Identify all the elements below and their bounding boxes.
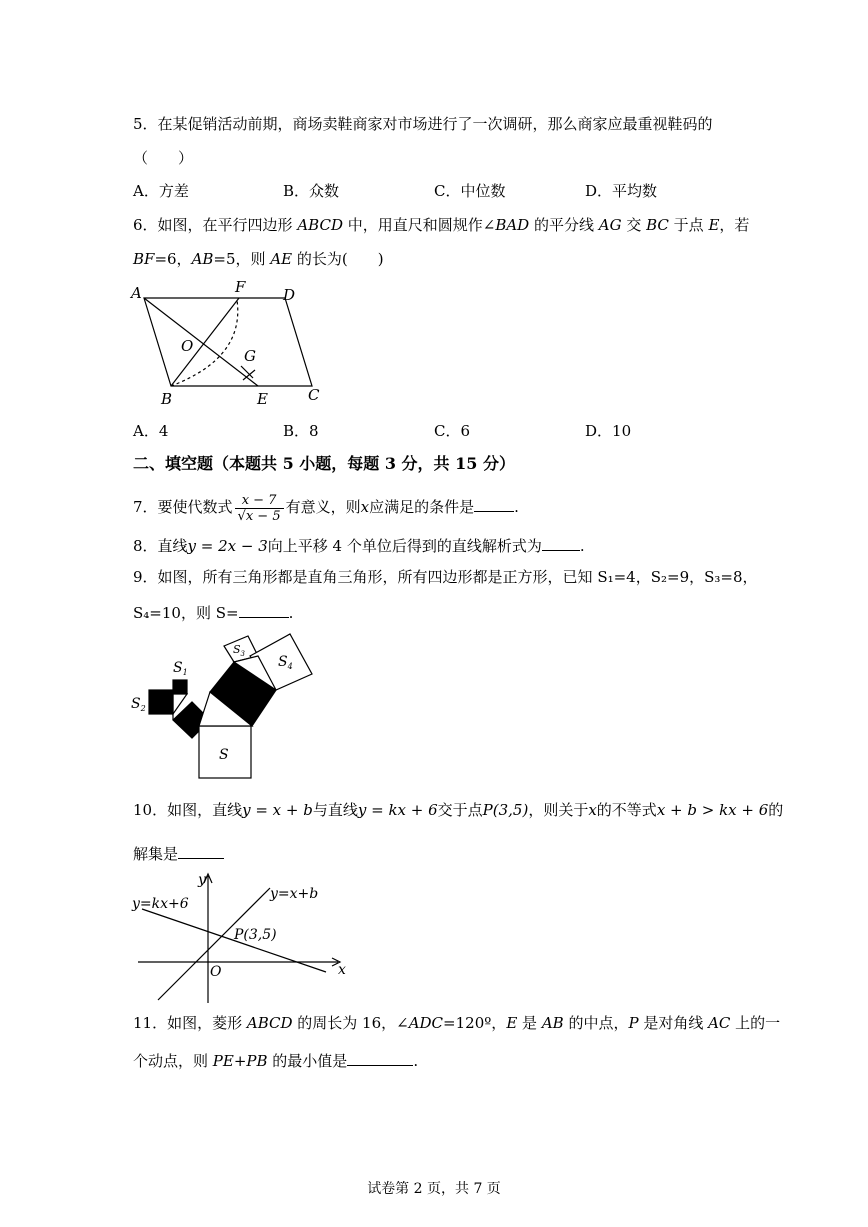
q7-line: 7．要使代数式 $\frac{x - 7}{√x - 5}$ 有意义，则x应满足的条件是 . — [133, 492, 519, 524]
label-b: B — [161, 390, 173, 408]
q7-blank[interactable] — [474, 495, 514, 512]
q5-paren: （ ） — [133, 149, 194, 167]
page-footer: 试卷第 2 页，共 7 页 — [367, 1181, 501, 1197]
q9-line1: 9．如图，所有三角形都是直角三角形，所有四边形都是正方形，已知 S₁=4，S₂=9，S₃=8， — [133, 568, 758, 586]
label-d: D — [283, 286, 296, 304]
q11-line2: 个动点，则 PE+PB 的最小值是 . — [133, 1049, 418, 1071]
point-p-label: P(3,5) — [234, 927, 277, 943]
label-e: E — [257, 390, 268, 408]
label-f: F — [235, 278, 246, 296]
label-c: C — [308, 386, 320, 404]
q6-line2: BF=6，AB=5，则 AE 的长为( ) — [133, 250, 384, 268]
q8-blank[interactable] — [542, 534, 580, 551]
q6-line1: 6．如图，在平行四边形 ABCD 中，用直尺和圆规作∠BAD 的平分线 AG 交 BC 于点 E，若 — [133, 216, 750, 234]
q11-blank[interactable] — [347, 1049, 413, 1066]
axis-label-x: x — [338, 962, 346, 978]
line1-label: y=kx+6 — [132, 896, 189, 912]
q10-line2: 解集是 — [133, 842, 224, 864]
q6-option-d: D．10 — [585, 422, 632, 440]
q9-line2: S₄=10，则 S= . — [133, 601, 293, 623]
label-s4: $S_4$ — [278, 654, 293, 671]
q11-line1: 11．如图，菱形 ABCD 的周长为 16，∠ADC=120º，E 是 AB 的中点，P 是对角线 AC 上的一 — [133, 1014, 781, 1032]
label-s1: $S_1$ — [173, 660, 188, 677]
origin-label: O — [210, 964, 222, 980]
q5-option-b: B．众数 — [283, 182, 340, 200]
q10-graph-figure — [128, 868, 353, 1008]
q6-option-a: A．4 — [133, 422, 169, 440]
q9-blank[interactable] — [239, 601, 289, 618]
q5-option-a: A．方差 — [133, 182, 189, 200]
label-o: O — [181, 337, 194, 355]
q5-option-d: D．平均数 — [585, 182, 658, 200]
label-g: G — [244, 347, 256, 365]
q6-option-c: C．6 — [434, 422, 471, 440]
q6-option-b: B．8 — [283, 422, 319, 440]
label-s3: $S_3$ — [233, 643, 246, 658]
q10-blank[interactable] — [178, 842, 224, 859]
section-title: 二、填空题（本题共 5 小题，每题 3 分，共 15 分） — [133, 454, 515, 473]
q6-parallelogram-figure — [125, 278, 335, 408]
q10-line1: 10．如图，直线y = x + b与直线y = kx + 6交于点P(3,5)，则关于x的不等式x + b > kx + 6的 — [133, 801, 784, 819]
label-a: A — [131, 284, 142, 302]
q9-squares-figure — [128, 632, 318, 784]
q7-fraction: $\frac{x - 7}{√x - 5}$ — [235, 493, 284, 524]
axis-label-y: y — [198, 872, 206, 888]
label-s: S — [219, 747, 229, 763]
label-s2: $S_2$ — [131, 696, 146, 713]
q5-stem: 5．在某促销活动前期，商场卖鞋商家对市场进行了一次调研，那么商家应最重视鞋码的 — [133, 115, 713, 133]
line2-label: y=x+b — [270, 886, 319, 902]
q5-option-c: C．中位数 — [434, 182, 506, 200]
q8-line: 8．直线y = 2x − 3向上平移 4 个单位后得到的直线解析式为 . — [133, 534, 585, 556]
